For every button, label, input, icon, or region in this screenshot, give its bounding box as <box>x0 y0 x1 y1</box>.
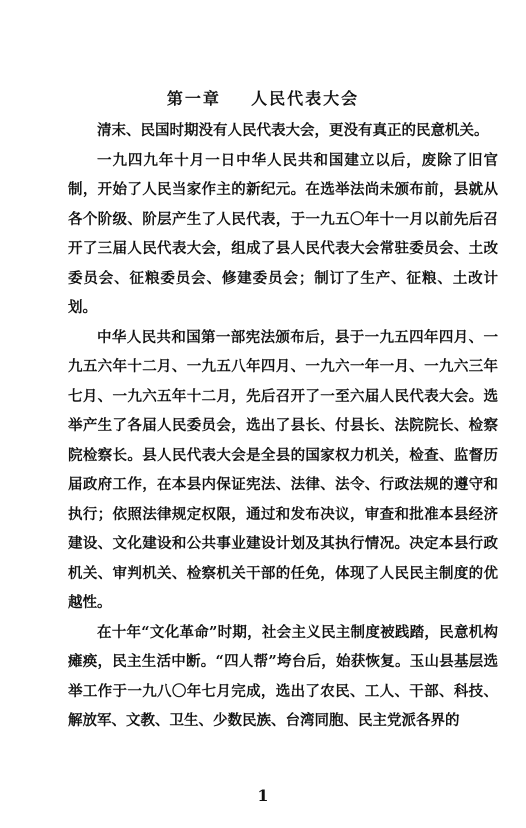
paragraph: 清末、民国时期没有人民代表大会，更没有真正的民意机关。 <box>97 122 489 139</box>
paragraph: 中华人民共和国第一部宪法颁布后，县于一九五四年四月、一九五六年十二月、一九五八年四月、一九六一年一月、一九六三年七月、一九六五年十二月，先后召开了一至六届人民代表大会。选举产生了各届人民委员会，选出了县长、付县长、法院院长、检察院检察长。县人民代表大会是全县的国家权力机关，检查、监督历届政府工作，在本县内保证宪法、法律、法令、行政法规的遵守和执行；依照法律规定权限，通过和发布决议，审查和批准本县经济建设、文化建设和公共事业建设计划及其执行情况。决定本县行政机关、审判机关、检察机关干部的任免，体现了人民民主制度的优越性。 <box>68 328 498 611</box>
paragraph: 在十年“文化革命”时期，社会主义民主制度被践踏，民意机构瘫痪，民主生活中断。“四人帮”垮台后，始获恢复。玉山县基层选举工作于一九八〇年七月完成，选出了农民、工人、干部、科技、解放军、文教、卫生、少数民族、台湾同胞、民主党派各界的 <box>68 623 498 729</box>
paragraph: 一九四九年十月一日中华人民共和国建立以后，废除了旧官制，开始了人民当家作主的新纪元。在选举法尚未颁布前，县就从各个阶级、阶层产生了人民代表，于一九五〇年十一月以前先后召开了三届人民代表大会，组成了县人民代表大会常驻委员会、土改委员会、征粮委员会、修建委员会；制订了生产、征粮、土改计划。 <box>68 151 498 316</box>
page-number: 1 <box>257 786 269 805</box>
body-text <box>68 116 498 736</box>
chapter-title: 第一章 人民代表大会 <box>166 89 360 108</box>
